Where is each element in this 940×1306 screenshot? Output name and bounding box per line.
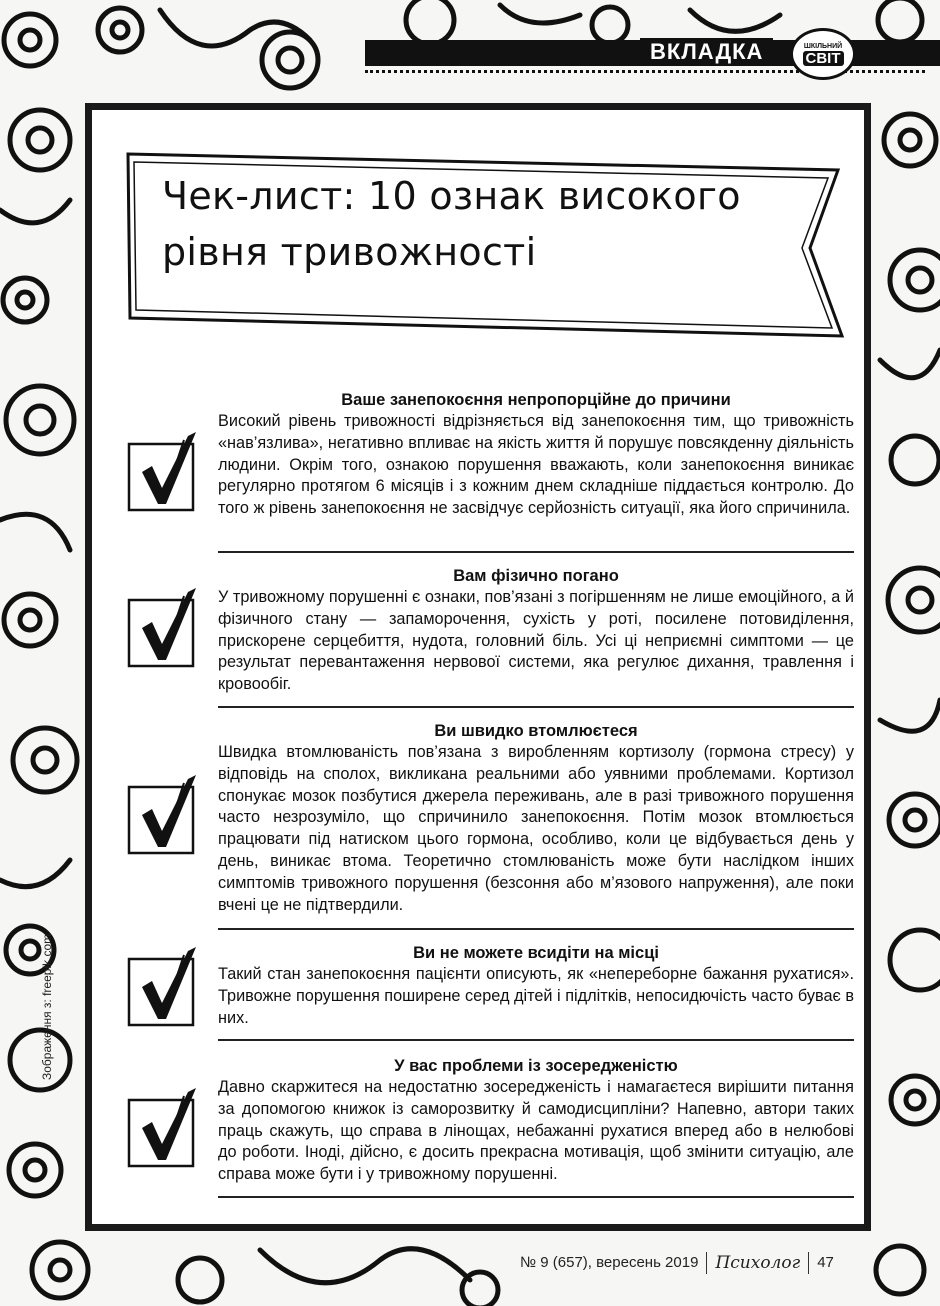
item-text: Швидка втомлюваність пов’язана з виробленням кортизолу (гормона стресу) у відповідь на сполох, викликана реальними або уявними проблемами. Кортизол спонукає мозок позбутися джерела переживань, але в разі тривожного порушення часто незрозуміло, що спричинило занепокоєння. Потім мозок втомлюється працювати під натиском цього гормона, особливо, коли це відбувається день у день, виникає втома. Теоретично стомлюваність може бути наслідком інших симптомів тривожного порушення (безсоння або м’язового напруження), але поки вчені це не підтвердили.	[218, 743, 854, 914]
checkmark-icon	[126, 1086, 212, 1170]
section-label: ВКЛАДКА	[640, 38, 773, 66]
magazine-logo	[790, 28, 856, 80]
item-divider	[218, 706, 854, 708]
item-divider	[218, 551, 854, 553]
item-text: У тривожному порушенні є ознаки, пов’язані з погіршенням не лише емоційного, а й фізичного стану — запаморочення, сухість у роті, посилене потовиділення, прискорене серцебиття, нудота, головний біль. Усі ці неприємні симптоми — це результат перевантаження нервової системи, яка регулює дихання, травлення і кровообіг.	[218, 588, 854, 694]
item-divider	[218, 1196, 854, 1198]
item-text: Давно скаржитеся на недостатню зосередженість і намагаєтеся вирішити питання за допомогою книжок із саморозвитку й самодисципліни? Напевно, автори таких праць скажуть, що справа в лінощах, небажанні рухатися вперед або в нелюбові до роботи. Іноді, дійсно, є досить прекрасна мотивація, щоб змінити ситуацію, але справа може бути і у тривожному порушенні.	[218, 1078, 854, 1184]
page-footer	[520, 1250, 834, 1276]
item-heading: У вас проблеми із зосередженістю	[394, 1057, 678, 1075]
item-heading: Ви не можете всидіти на місці	[413, 944, 659, 962]
logo-top-text: ШКІЛЬНИЙ	[803, 42, 843, 50]
issue-info: № 9 (657), вересень 2019	[520, 1254, 699, 1271]
item-heading: Ви швидко втомлюєтеся	[434, 722, 638, 740]
page-number: 47	[817, 1254, 834, 1271]
checkmark-icon	[126, 430, 212, 514]
item-heading: Ваше занепокоєння непропорційне до причини	[341, 391, 731, 409]
item-divider	[218, 928, 854, 930]
item-text: Високий рівень тривожності відрізняється від занепокоєння тим, що тривожність «нав’язлива», негативно впливає на якість життя й порушує повсякденну діяльність людини. Окрім того, ознакою порушення вважають, коли занепокоєння виникає регулярно протягом 6 місяців і з кожним днем складніше піддається контролю. До того ж рівень занепокоєння не засвідчує серйозність ситуації, яка його спричинила.	[218, 412, 854, 518]
footer-separator	[808, 1252, 809, 1274]
magazine-name: Психолог	[715, 1253, 801, 1273]
image-credit: Зображення з: freepik.com	[40, 933, 54, 1080]
item-divider	[218, 1039, 854, 1041]
footer-separator	[706, 1252, 707, 1274]
item-heading: Вам фізично погано	[453, 567, 619, 585]
checklist-card	[85, 103, 871, 1231]
checkmark-icon	[126, 773, 212, 857]
page-title: Чек-лист: 10 ознак високого рівня тривожності	[162, 174, 741, 274]
checkmark-icon	[126, 945, 212, 1029]
checkmark-icon	[126, 586, 212, 670]
logo-main-text: СВІТ	[803, 51, 844, 66]
item-text: Такий стан занепокоєння пацієнти описують, як «непереборне бажання рухатися». Тривожне порушення поширене серед дітей і підлітків, непосидючість часто буває в них.	[218, 965, 854, 1027]
